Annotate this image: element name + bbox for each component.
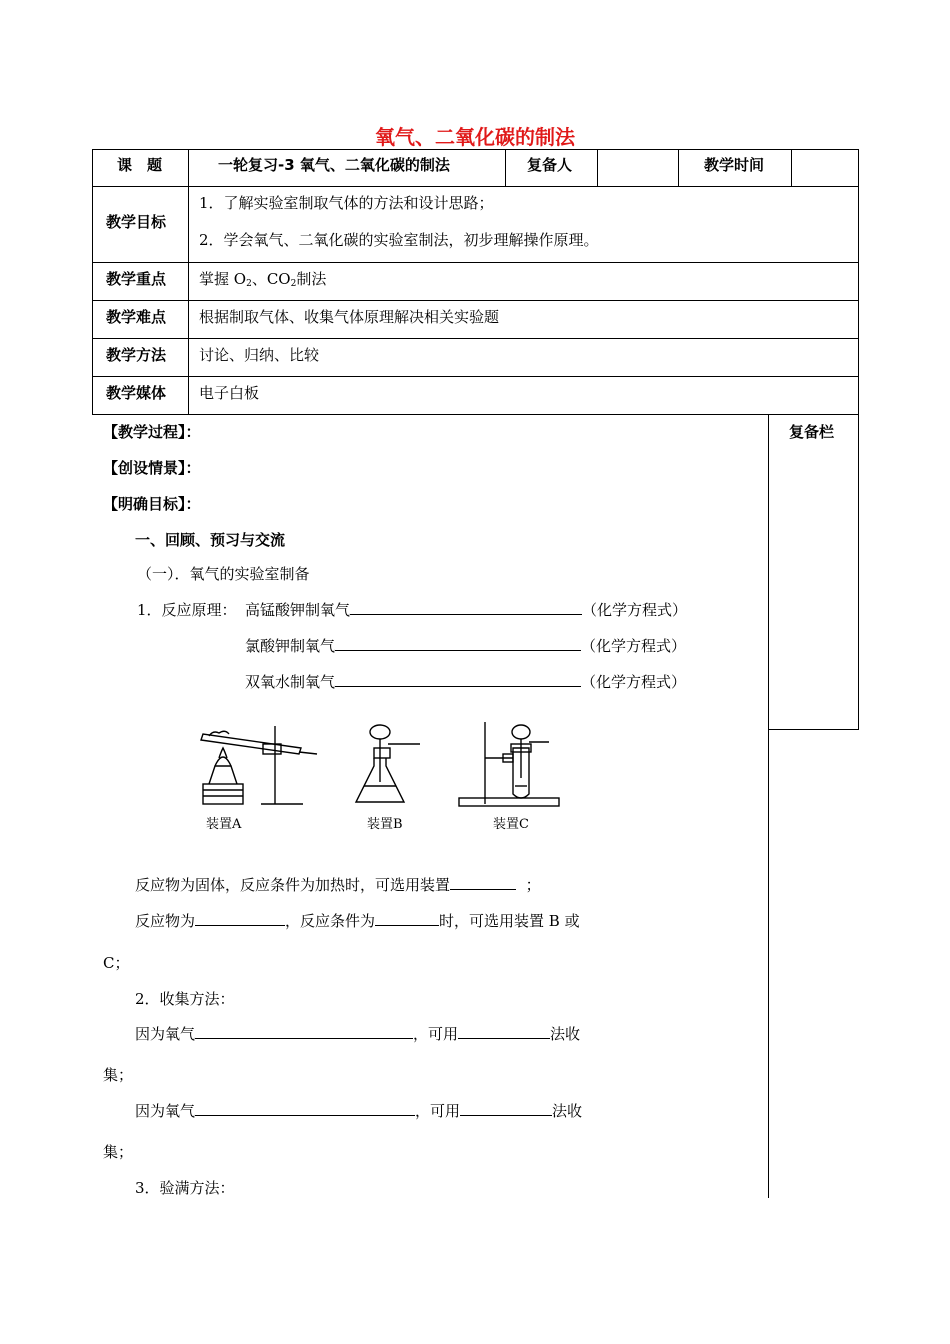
kclo3-line: 氯酸钾制氧气 （化学方程式） [245, 637, 687, 655]
goal-item-2: 2．学会氧气、二氧化碳的实验室制法，初步理解操作原理。 [199, 231, 599, 249]
answer-blank[interactable] [460, 1100, 552, 1116]
focus-label: 教学重点 [106, 270, 167, 288]
reactant-condition-line: 反应物为 ，反应条件为 时，可选用装置 B 或 [135, 912, 580, 930]
subsection-heading: （一）．氧气的实验室制备 [137, 565, 310, 583]
solid-heating-line: 反应物为固体，反应条件为加热时，可选用装置 ； [135, 876, 541, 894]
method-label: 教学方法 [106, 346, 167, 364]
apparatus-a-diagram [195, 722, 320, 810]
teaching-time-label: 教学时间 [704, 156, 765, 174]
apparatus-b-diagram [352, 722, 430, 810]
answer-blank[interactable] [375, 910, 439, 926]
topic-value: 一轮复习-3 氧气、二氧化碳的制法 [218, 156, 450, 174]
reaction-principle-label: 1．反应原理： [137, 601, 237, 619]
apparatus-a-label: 装置A [206, 817, 242, 832]
answer-blank[interactable] [350, 599, 582, 615]
collection-method-label: 2．收集方法： [135, 990, 235, 1008]
method-value: 讨论、归纳、比较 [199, 346, 320, 364]
reactant-condition-line-cont: C； [103, 954, 130, 972]
process-heading: 【教学过程】： [103, 423, 201, 441]
answer-blank[interactable] [195, 1100, 415, 1116]
scene-heading: 【创设情景】： [103, 459, 201, 477]
apparatus-c-label: 装置C [493, 817, 529, 832]
answer-blank[interactable] [450, 874, 516, 890]
side-label: 复备栏 [789, 423, 835, 441]
kmno4-line: 高锰酸钾制氧气 （化学方程式） [245, 601, 688, 619]
answer-blank[interactable] [195, 910, 285, 926]
goal-label: 教学目标 [106, 213, 167, 231]
media-value: 电子白板 [199, 384, 260, 402]
apparatus-c-diagram [457, 718, 562, 810]
answer-blank[interactable] [458, 1023, 550, 1039]
collection-line-1-cont: 集； [103, 1066, 134, 1084]
focus-value: 掌握 $O_2$、$CO_2$制法 [199, 270, 327, 289]
section-heading: 一、回顾、预习与交流 [135, 531, 286, 549]
reviewer-label: 复备人 [527, 156, 573, 174]
h2o2-line: 双氧水制氧气 （化学方程式） [245, 673, 687, 691]
target-heading: 【明确目标】： [103, 495, 201, 513]
collection-line-2-cont: 集； [103, 1143, 134, 1161]
apparatus-b-label: 装置B [367, 817, 403, 832]
answer-blank[interactable] [335, 635, 581, 651]
difficulty-value: 根据制取气体、收集气体原理解决相关实验题 [199, 308, 500, 326]
answer-blank[interactable] [195, 1023, 413, 1039]
goal-item-1: 1．了解实验室制取气体的方法和设计思路； [199, 194, 494, 212]
topic-label: 课 题 [117, 156, 163, 174]
collection-line-1: 因为氧气 ，可用 法收 [135, 1025, 581, 1043]
full-check-label: 3．验满方法： [135, 1179, 235, 1197]
answer-blank[interactable] [335, 671, 581, 687]
difficulty-label: 教学难点 [106, 308, 167, 326]
collection-line-2: 因为氧气 ，可用 法收 [135, 1102, 583, 1120]
page-title: 氧气、二氧化碳的制法 [375, 125, 575, 149]
media-label: 教学媒体 [106, 384, 167, 402]
